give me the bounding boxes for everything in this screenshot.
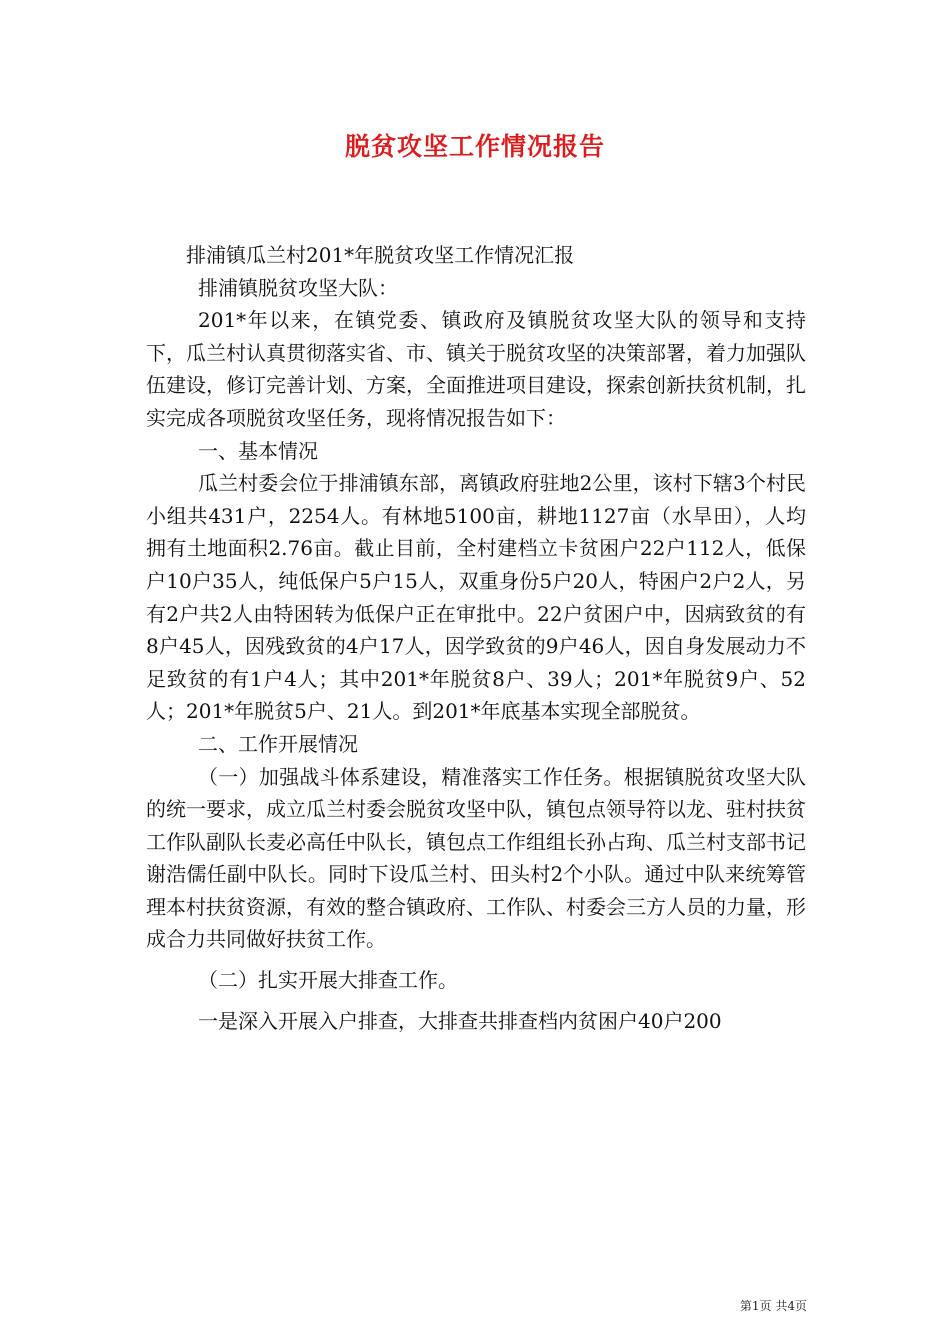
addressee-paragraph: 排浦镇脱贫攻坚大队：: [198, 275, 398, 300]
basic-situation-paragraph: 瓜兰村委会位于排浦镇东部，离镇政府驻地2公里，该村下辖3个村民小组共431户，2254人。有林地5100亩，耕地1127亩（水旱田），人均拥有土地面积2.76亩。截止目前，全村建档立卡贫困户22户112人，低保户10户35人，纯低保户5户15人，双重身份5户20人，特困户2户2人，另有2户共2人由特困转为低保户正在审批中。22户贫困户中，因病致贫的有8户45人，因残致贫的4户17人，因学致贫的9户46人，因自身发展动力不足致贫的有1户4人；其中201*年脱贫8户、39人；201*年脱贫9户、52人；201*年脱贫5户、21人。到201*年底基本实现全部脱贫。: [146, 471, 806, 724]
section-heading-work: 二、工作开展情况: [198, 731, 358, 756]
document-body: [146, 239, 806, 1037]
work-paragraph-1: （一）加强战斗体系建设，精准落实工作任务。根据镇脱贫攻坚大队的统一要求，成立瓜兰村委会脱贫攻坚中队，镇包点领导符以龙、驻村扶贫工作队副队长麦必高任中队长，镇包点工作组组长孙占珣、瓜兰村支部书记谢浩儒任副中队长。同时下设瓜兰村、田头村2个小队。通过中队来统筹管理本村扶贫资源，有效的整合镇政府、工作队、村委会三方人员的力量，形成合力共同做好扶贫工作。: [146, 764, 806, 952]
document-title: 脱贫攻坚工作情况报告: [344, 132, 605, 161]
work-paragraph-2: 一是深入开展入户排查，大排查共排查档内贫困户40户200: [198, 1008, 722, 1033]
subtitle-paragraph: 排浦镇瓜兰村201*年脱贫攻坚工作情况汇报: [186, 243, 575, 267]
intro-paragraph: 201*年以来，在镇党委、镇政府及镇脱贫攻坚大队的领导和支持下，瓜兰村认真贯彻落实省、市、镇关于脱贫攻坚的决策部署，着力加强队伍建设，修订完善计划、方案，全面推进项目建设，探索创新扶贫机制，扎实完成各项脱贫攻坚任务，现将情况报告如下：: [146, 308, 806, 430]
section-heading-basic: 一、基本情况: [198, 438, 318, 463]
page-number: 第1页 共4页: [739, 1299, 807, 1313]
work-subheading-2: （二）扎实开展大排查工作。: [198, 968, 458, 993]
